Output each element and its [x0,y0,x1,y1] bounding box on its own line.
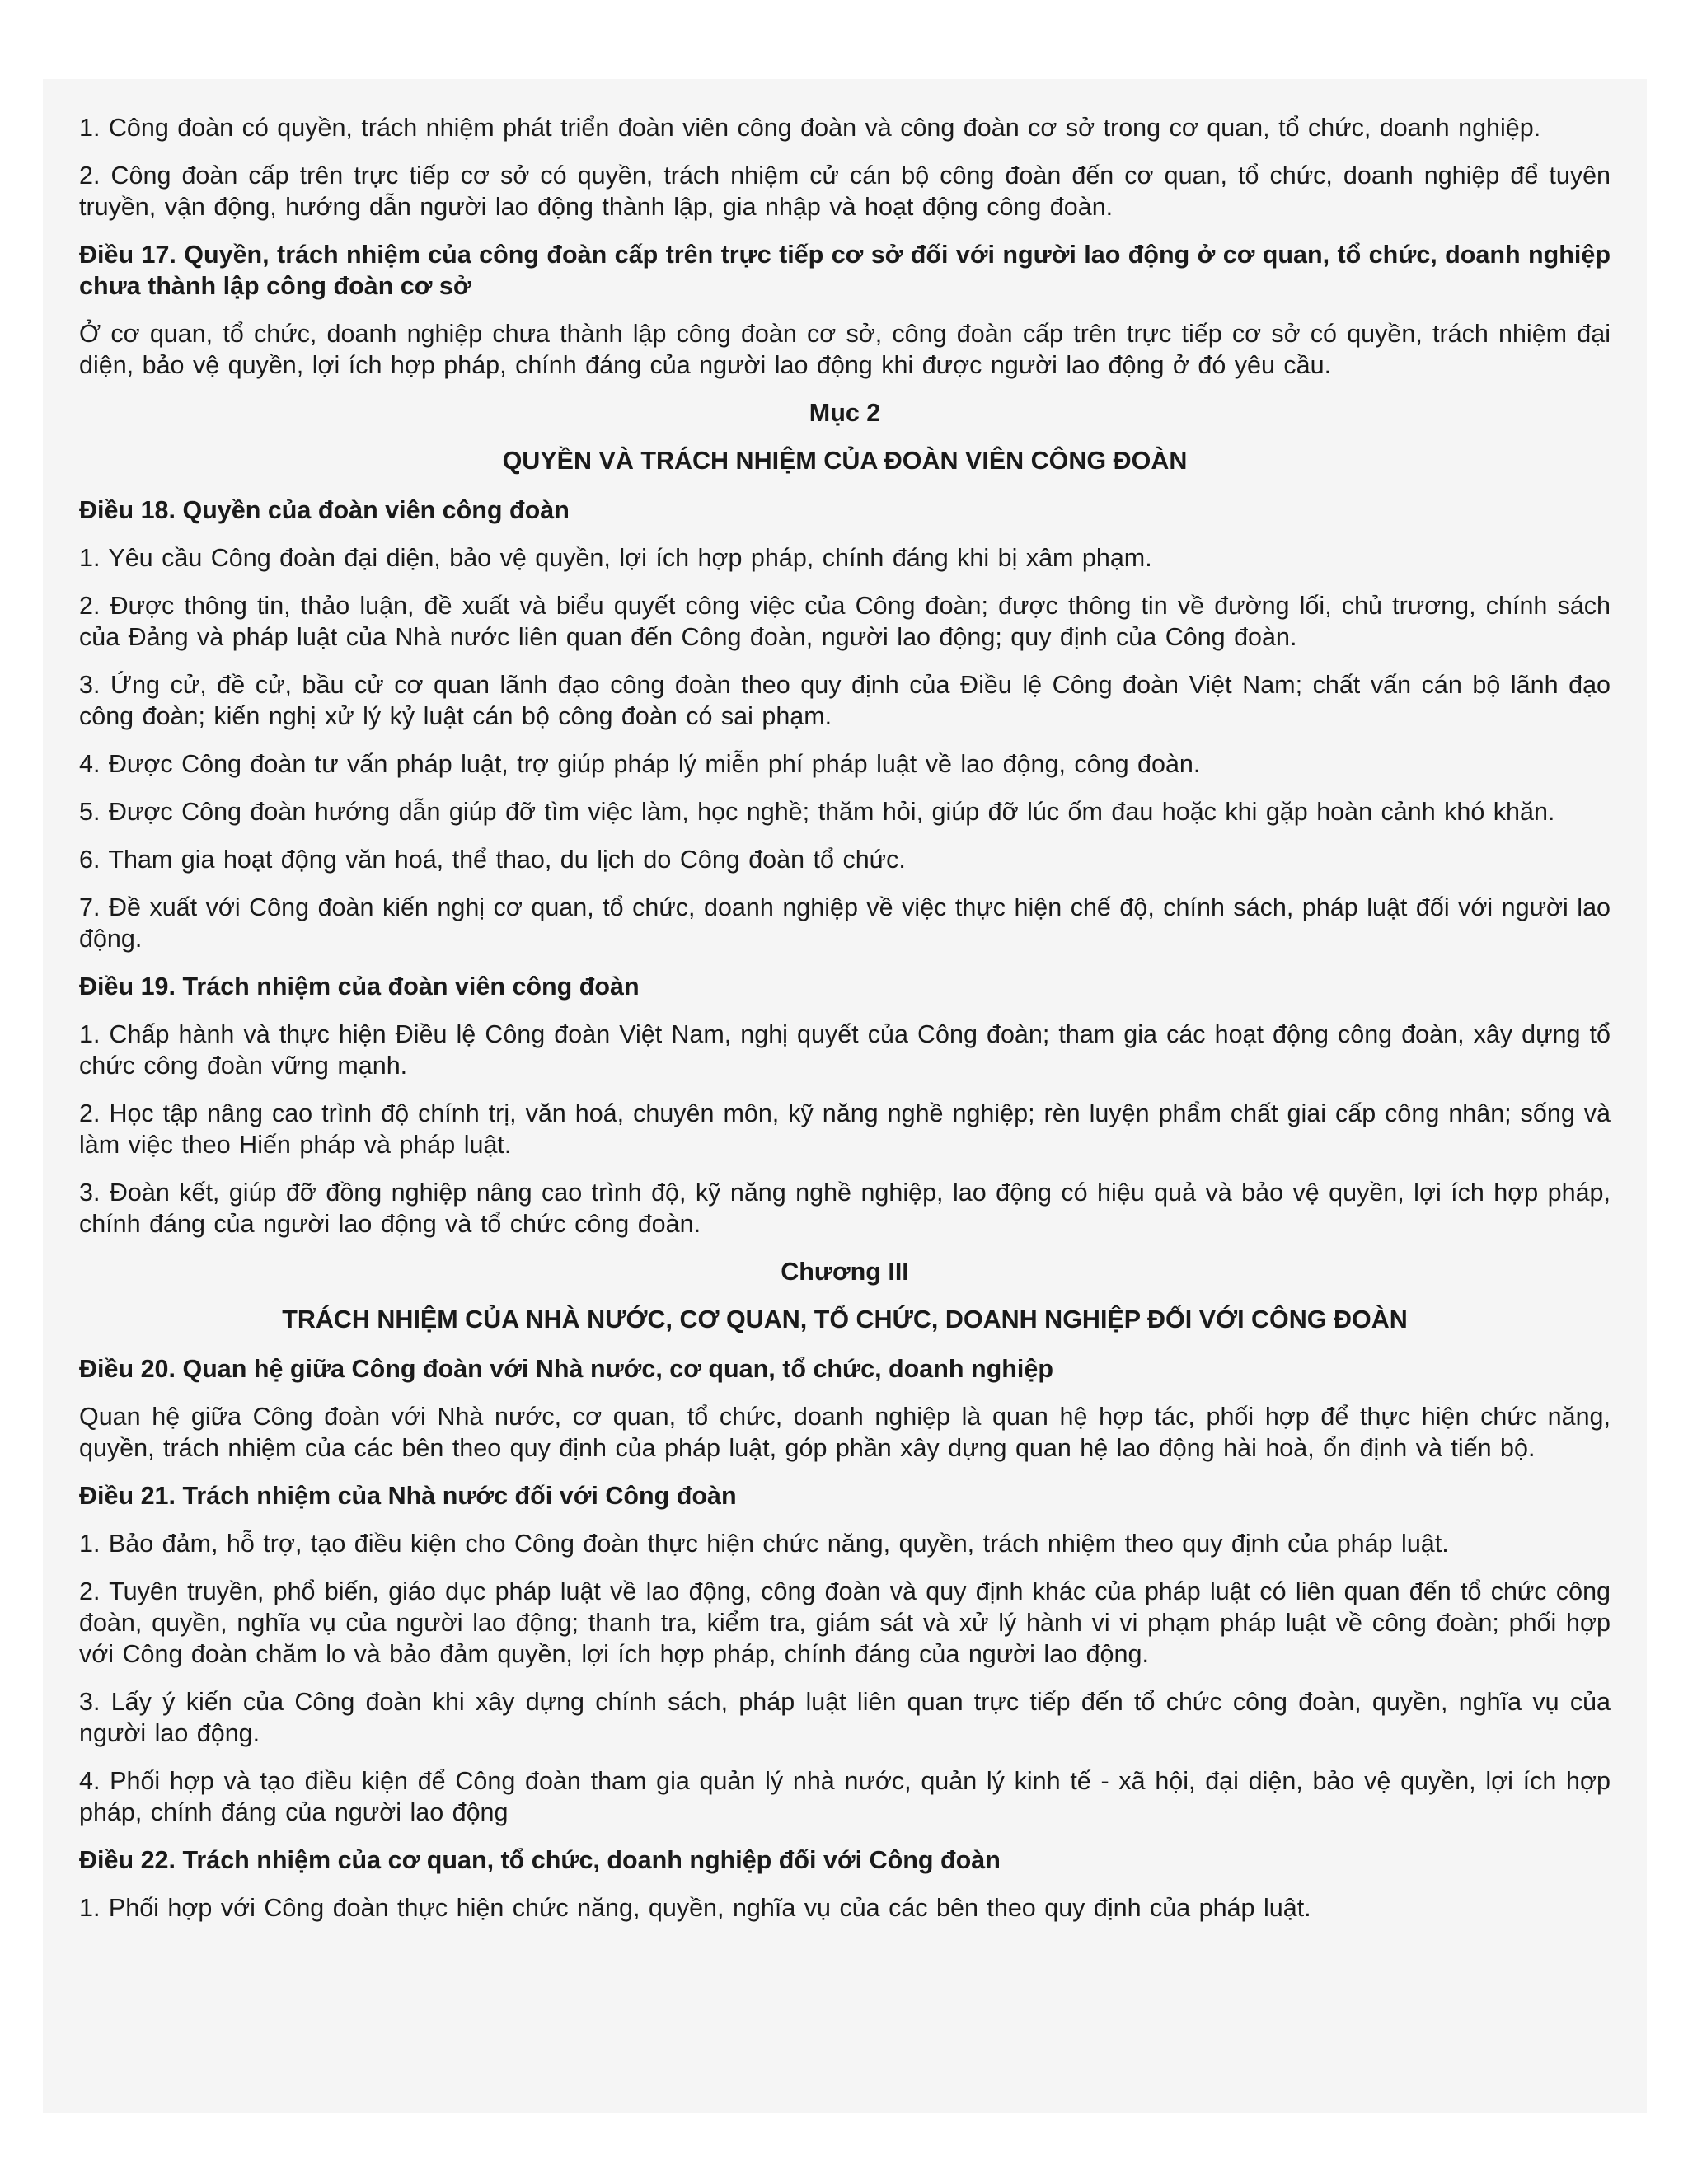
list-item: 1. Chấp hành và thực hiện Điều lệ Công đoàn Việt Nam, nghị quyết của Công đoàn; tham gia các hoạt động công đoàn, xây dựng tổ chức công đoàn vững mạnh. [79,1020,1611,1080]
paragraph: Quan hệ giữa Công đoàn với Nhà nước, cơ quan, tổ chức, doanh nghiệp là quan hệ hợp tác, phối hợp để thực hiện chức năng, quyền, trách nhiệm của các bên theo quy định của pháp luật, góp phần xây dựng quan hệ lao động hài hoà, ổn định và tiến bộ. [79,1403,1611,1462]
paragraph: Ở cơ quan, tổ chức, doanh nghiệp chưa thành lập công đoàn cơ sở, công đoàn cấp trên trực tiếp cơ sở có quyền, trách nhiệm đại diện, bảo vệ quyền, lợi ích hợp pháp, chính đáng của người lao động khi được người lao động ở đó yêu cầu. [79,320,1611,379]
list-item: 6. Tham gia hoạt động văn hoá, thể thao, du lịch do Công đoàn tổ chức. [79,846,906,874]
article-17-heading: Điều 17. Quyền, trách nhiệm của công đoàn cấp trên trực tiếp cơ sở đối với người lao động ở cơ quan, tổ chức, doanh nghiệp chưa thành lập công đoàn cơ sở [79,241,1611,300]
chapter-title: TRÁCH NHIỆM CỦA NHÀ NƯỚC, CƠ QUAN, TỔ CHỨC, DOANH NGHIỆP ĐỐI VỚI CÔNG ĐOÀN [282,1305,1408,1333]
paragraph: 1. Công đoàn có quyền, trách nhiệm phát triển đoàn viên công đoàn và công đoàn cơ sở trong cơ quan, tổ chức, doanh nghiệp. [79,114,1541,142]
list-item: 7. Đề xuất với Công đoàn kiến nghị cơ quan, tổ chức, doanh nghiệp về việc thực hiện chế độ, chính sách, pháp luật đối với người lao động. [79,893,1611,953]
article-19-heading: Điều 19. Trách nhiệm của đoàn viên công đoàn [79,972,640,1001]
list-item: 1. Bảo đảm, hỗ trợ, tạo điều kiện cho Công đoàn thực hiện chức năng, quyền, trách nhiệm theo quy định của pháp luật. [79,1530,1449,1558]
section-label: Mục 2 [809,399,881,427]
list-item: 3. Lấy ý kiến của Công đoàn khi xây dựng chính sách, pháp luật liên quan trực tiếp đến tổ chức công đoàn, quyền, nghĩa vụ của người lao động. [79,1688,1611,1747]
document-page [43,79,1647,2113]
document-body [79,112,1611,1940]
paragraph: 2. Công đoàn cấp trên trực tiếp cơ sở có quyền, trách nhiệm cử cán bộ công đoàn đến cơ quan, tổ chức, doanh nghiệp để tuyên truyền, vận động, hướng dẫn người lao động thành lập, gia nhập và hoạt động công đoàn. [79,162,1611,221]
article-18-heading: Điều 18. Quyền của đoàn viên công đoàn [79,496,570,524]
list-item: 2. Được thông tin, thảo luận, đề xuất và biểu quyết công việc của Công đoàn; được thông tin về đường lối, chủ trương, chính sách của Đảng và pháp luật của Nhà nước liên quan đến Công đoàn, người lao động; quy định của Công đoàn. [79,592,1611,651]
list-item: 2. Học tập nâng cao trình độ chính trị, văn hoá, chuyên môn, kỹ năng nghề nghiệp; rèn luyện phẩm chất giai cấp công nhân; sống và làm việc theo Hiến pháp và pháp luật. [79,1099,1611,1159]
article-21-heading: Điều 21. Trách nhiệm của Nhà nước đối với Công đoàn [79,1482,737,1510]
list-item: 1. Phối hợp với Công đoàn thực hiện chức năng, quyền, nghĩa vụ của các bên theo quy định của pháp luật. [79,1894,1311,1922]
section-title: QUYỀN VÀ TRÁCH NHIỆM CỦA ĐOÀN VIÊN CÔNG ĐOÀN [502,447,1188,475]
list-item: 4. Phối hợp và tạo điều kiện để Công đoàn tham gia quản lý nhà nước, quản lý kinh tế - xã hội, đại diện, bảo vệ quyền, lợi ích hợp pháp, chính đáng của người lao động [79,1767,1611,1826]
list-item: 5. Được Công đoàn hướng dẫn giúp đỡ tìm việc làm, học nghề; thăm hỏi, giúp đỡ lúc ốm đau hoặc khi gặp hoàn cảnh khó khăn. [79,798,1555,826]
list-item: 3. Ứng cử, đề cử, bầu cử cơ quan lãnh đạo công đoàn theo quy định của Điều lệ Công đoàn Việt Nam; chất vấn cán bộ lãnh đạo công đoàn; kiến nghị xử lý kỷ luật cán bộ công đoàn có sai phạm. [79,671,1611,730]
list-item: 2. Tuyên truyền, phổ biến, giáo dục pháp luật về lao động, công đoàn và quy định khác của pháp luật có liên quan đến tổ chức công đoàn, quyền, nghĩa vụ của người lao động; thanh tra, kiểm tra, giám sát và xử lý hành vi vi phạm pháp luật về công đoàn; phối hợp với Công đoàn chăm lo và bảo đảm quyền, lợi ích hợp pháp, chính đáng của người lao động. [79,1577,1611,1668]
article-20-heading: Điều 20. Quan hệ giữa Công đoàn với Nhà nước, cơ quan, tổ chức, doanh nghiệp [79,1355,1053,1383]
article-22-heading: Điều 22. Trách nhiệm của cơ quan, tổ chức, doanh nghiệp đối với Công đoàn [79,1846,1001,1874]
list-item: 3. Đoàn kết, giúp đỡ đồng nghiệp nâng cao trình độ, kỹ năng nghề nghiệp, lao động có hiệu quả và bảo vệ quyền, lợi ích hợp pháp, chính đáng của người lao động và tổ chức công đoàn. [79,1179,1611,1238]
chapter-label: Chương III [781,1258,909,1286]
list-item: 4. Được Công đoàn tư vấn pháp luật, trợ giúp pháp lý miễn phí pháp luật về lao động, công đoàn. [79,750,1201,778]
list-item: 1. Yêu cầu Công đoàn đại diện, bảo vệ quyền, lợi ích hợp pháp, chính đáng khi bị xâm phạm. [79,544,1152,572]
